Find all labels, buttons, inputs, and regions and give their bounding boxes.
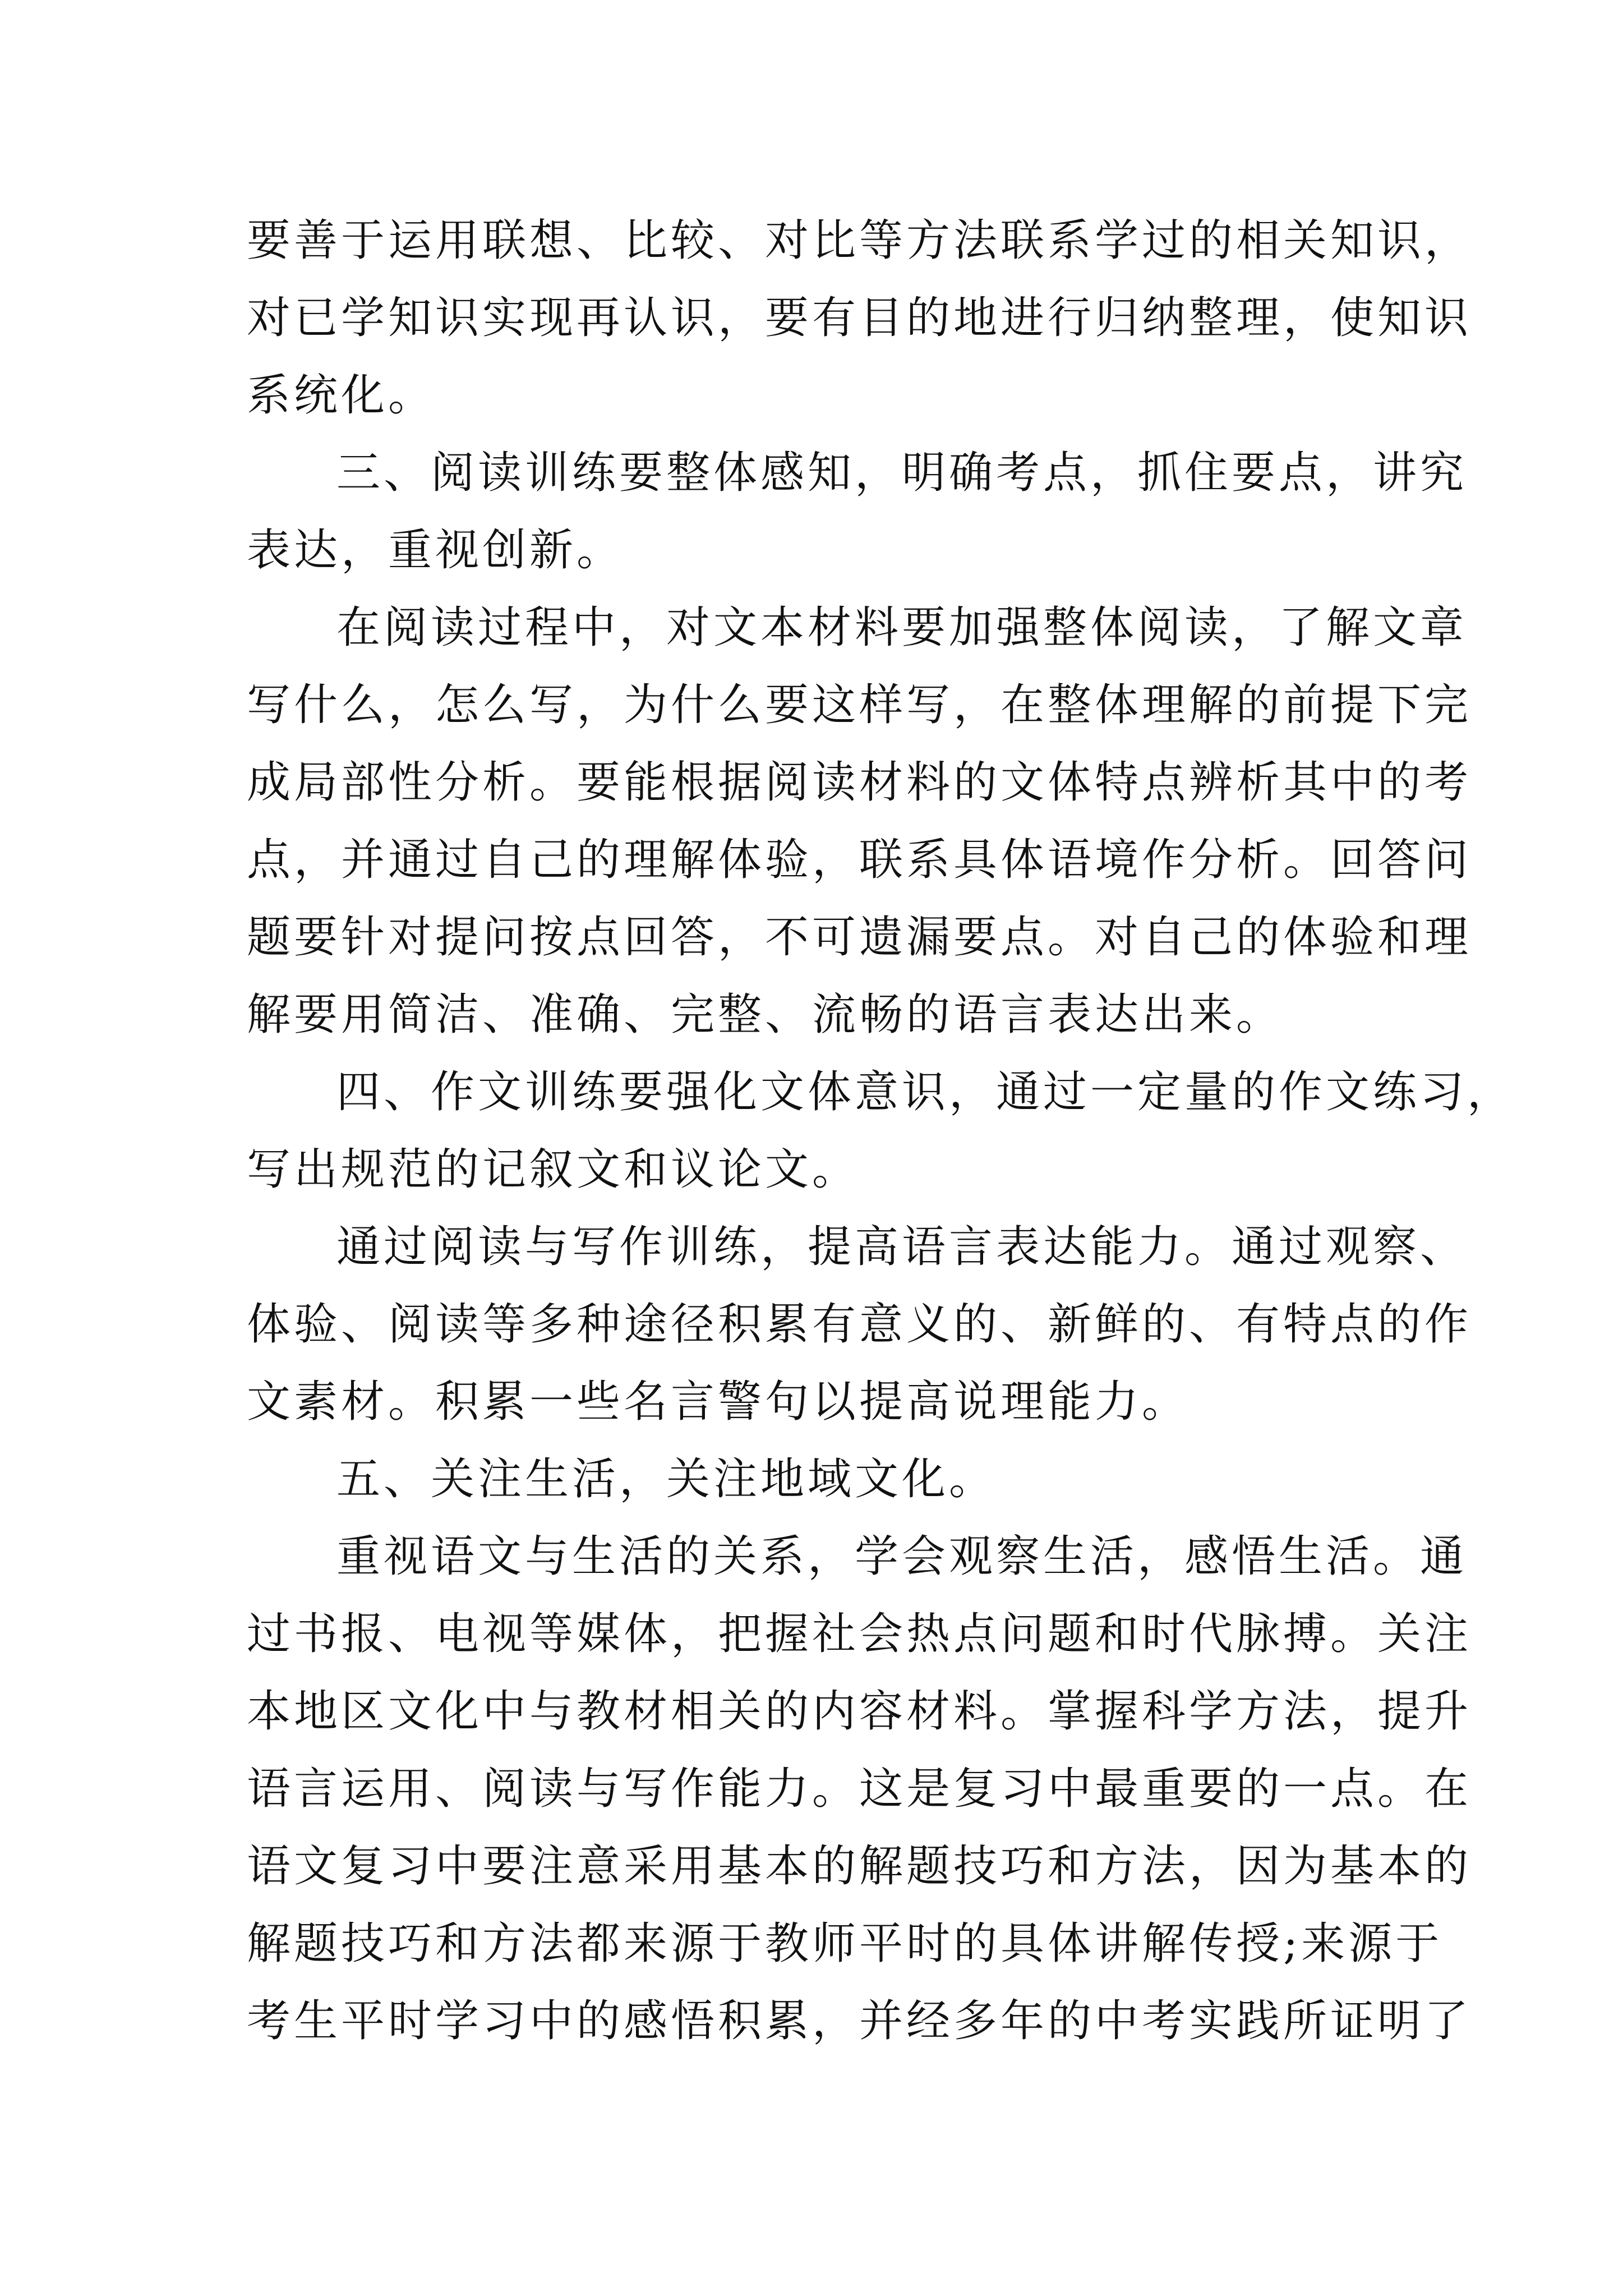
text-line: 写什么，怎么写，为什么要这样写，在整体理解的前提下完 bbox=[247, 680, 1472, 730]
section-heading-4-cont: 写出规范的记叙文和议论文。 bbox=[247, 1144, 860, 1195]
section-heading-3: 三、阅读训练要整体感知，明确考点，抓住要点，讲究 bbox=[336, 448, 1468, 498]
text-line: 对已学知识实现再认识，要有目的地进行归纳整理，使知识 bbox=[247, 293, 1472, 343]
text-line: 体验、阅读等多种途径积累有意义的、新鲜的、有特点的作 bbox=[247, 1299, 1472, 1350]
text-line: 解题技巧和方法都来源于教师平时的具体讲解传授;来源于 bbox=[247, 1918, 1443, 1969]
text-line: 考生平时学习中的感悟积累，并经多年的中考实践所证明了 bbox=[247, 1996, 1472, 2046]
text-line: 通过阅读与写作训练，提高语言表达能力。通过观察、 bbox=[336, 1222, 1468, 1272]
text-line: 题要针对提问按点回答，不可遗漏要点。对自己的体验和理 bbox=[247, 912, 1472, 963]
text-line: 过书报、电视等媒体，把握社会热点问题和时代脉搏。关注 bbox=[247, 1609, 1472, 1659]
text-line: 要善于运用联想、比较、对比等方法联系学过的相关知识， bbox=[247, 215, 1472, 266]
section-heading-5: 五、关注生活，关注地域文化。 bbox=[336, 1454, 997, 1504]
text-line: 在阅读过程中，对文本材料要加强整体阅读，了解文章 bbox=[336, 602, 1468, 653]
text-line: 语文复习中要注意采用基本的解题技巧和方法，因为基本的 bbox=[247, 1841, 1472, 1892]
body-text bbox=[247, 202, 1515, 2060]
text-line: 本地区文化中与教材相关的内容材料。掌握科学方法，提升 bbox=[247, 1686, 1472, 1737]
text-line: 文素材。积累一些名言警句以提高说理能力。 bbox=[247, 1377, 1189, 1427]
text-line: 点，并通过自己的理解体验，联系具体语境作分析。回答问 bbox=[247, 835, 1472, 885]
text-line: 成局部性分析。要能根据阅读材料的文体特点辨析其中的考 bbox=[247, 757, 1472, 808]
text-line: 系统化。 bbox=[247, 370, 436, 421]
text-line: 语言运用、阅读与写作能力。这是复习中最重要的一点。在 bbox=[247, 1764, 1472, 1814]
text-line: 重视语文与生活的关系，学会观察生活，感悟生活。通 bbox=[336, 1531, 1468, 1582]
section-heading-3-cont: 表达，重视创新。 bbox=[247, 525, 624, 576]
section-heading-4: 四、作文训练要强化文体意识，通过一定量的作文练习， bbox=[336, 1067, 1515, 1117]
text-line: 解要用简洁、准确、完整、流畅的语言表达出来。 bbox=[247, 990, 1284, 1040]
